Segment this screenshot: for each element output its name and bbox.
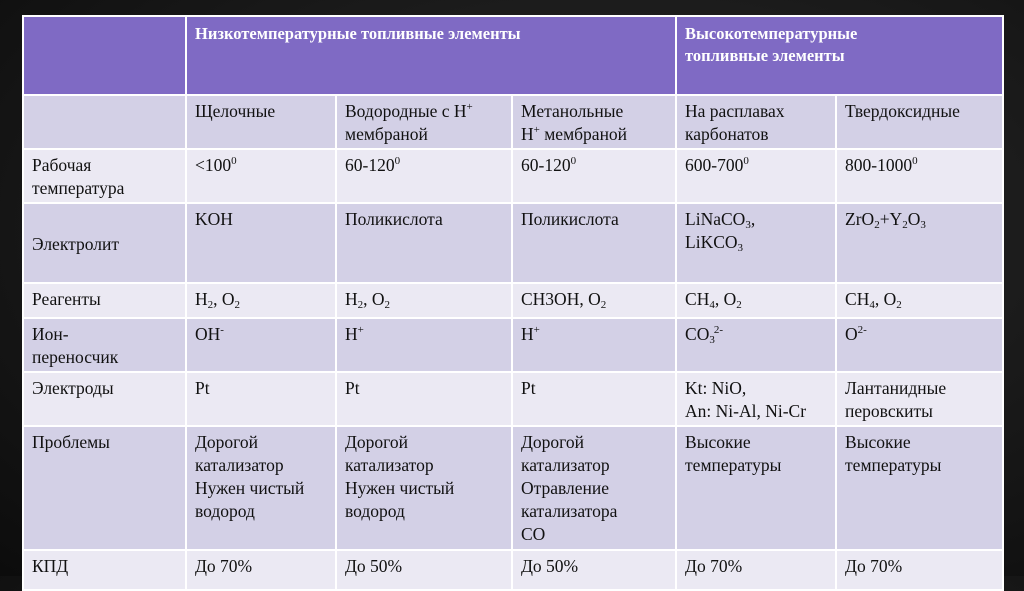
subheader-carbonate: На расплавах карбонатов bbox=[676, 95, 836, 149]
cell-ion-solid-oxide: $O^{2-}$ bbox=[836, 318, 1003, 372]
cell-electrodes-alkaline: Pt bbox=[186, 372, 336, 426]
cell-temperature-methanol: $60-120^0$ bbox=[512, 149, 676, 203]
row-label-problems: Проблемы bbox=[23, 426, 186, 550]
cell-ion-carbonate: $CO_3^{2-}$ bbox=[676, 318, 836, 372]
row-label-efficiency: КПД bbox=[23, 550, 186, 590]
cell-problems-solid-oxide: Высокие температуры bbox=[836, 426, 1003, 550]
cell-electrodes-h-membrane: Pt bbox=[336, 372, 512, 426]
cell-electrolyte-solid-oxide: $ZrO_2+Y_2O_3$ bbox=[836, 203, 1003, 283]
cell-electrolyte-alkaline: KOH bbox=[186, 203, 336, 283]
cell-problems-methanol: Дорогой катализатор Отравление катализатора CO bbox=[512, 426, 676, 550]
cell-reagents-h-membrane: $H_2$, $O_2$ bbox=[336, 283, 512, 318]
cell-problems-alkaline: Дорогой катализатор Нужен чистый водород bbox=[186, 426, 336, 550]
table-row bbox=[23, 318, 1003, 372]
row-label-electrodes: Электроды bbox=[23, 372, 186, 426]
cell-ion-h-membrane: H+ bbox=[336, 318, 512, 372]
header-row bbox=[23, 16, 1003, 95]
subheader-corner-cell bbox=[23, 95, 186, 149]
header-corner-cell bbox=[23, 16, 186, 95]
row-label-reagents: Реагенты bbox=[23, 283, 186, 318]
table-row bbox=[23, 372, 1003, 426]
table-row bbox=[23, 203, 1003, 283]
cell-efficiency-solid-oxide: До 70% bbox=[836, 550, 1003, 590]
table-row bbox=[23, 149, 1003, 203]
row-label-temperature: Рабочая температура bbox=[23, 149, 186, 203]
table-row bbox=[23, 550, 1003, 590]
cell-problems-carbonate: Высокие температуры bbox=[676, 426, 836, 550]
subheader-h-membrane: Водородные с H+ мембраной bbox=[336, 95, 512, 149]
cell-efficiency-h-membrane: До 50% bbox=[336, 550, 512, 590]
subheader-methanol: Метанольные H+ мембраной bbox=[512, 95, 676, 149]
cell-problems-h-membrane: Дорогой катализатор Нужен чистый водород bbox=[336, 426, 512, 550]
table-row bbox=[23, 283, 1003, 318]
cell-reagents-solid-oxide: $CH_4$, $O_2$ bbox=[836, 283, 1003, 318]
cell-electrodes-solid-oxide: Лантанидные перовскиты bbox=[836, 372, 1003, 426]
cell-electrolyte-methanol: Поликислота bbox=[512, 203, 676, 283]
cell-electrolyte-carbonate: LiNaCO$_3$, LiKCO$_3$ bbox=[676, 203, 836, 283]
cell-efficiency-carbonate: До 70% bbox=[676, 550, 836, 590]
fuel-cell-comparison-table bbox=[22, 15, 1004, 591]
table-row bbox=[23, 426, 1003, 550]
cell-efficiency-methanol: До 50% bbox=[512, 550, 676, 590]
cell-reagents-methanol: CH3OH, $O_2$ bbox=[512, 283, 676, 318]
subheader-solid-oxide: Твердоксидные bbox=[836, 95, 1003, 149]
cell-temperature-alkaline: $<100^0$ bbox=[186, 149, 336, 203]
subheader-alkaline: Щелочные bbox=[186, 95, 336, 149]
cell-electrolyte-h-membrane: Поликислота bbox=[336, 203, 512, 283]
cell-ion-alkaline: OH- bbox=[186, 318, 336, 372]
header-high-temp: Высокотемпературные топливные элементы bbox=[676, 16, 1003, 95]
cell-temperature-h-membrane: $60-120^0$ bbox=[336, 149, 512, 203]
row-label-ion-carrier: Ион- переносчик bbox=[23, 318, 186, 372]
cell-electrodes-methanol: Pt bbox=[512, 372, 676, 426]
cell-reagents-carbonate: $CH_4$, $O_2$ bbox=[676, 283, 836, 318]
row-label-electrolyte: Электролит bbox=[23, 203, 186, 283]
cell-reagents-alkaline: $H_2$, $O_2$ bbox=[186, 283, 336, 318]
cell-temperature-carbonate: $600-700^0$ bbox=[676, 149, 836, 203]
cell-temperature-solid-oxide: 800-1000$^0$ bbox=[836, 149, 1003, 203]
cell-efficiency-alkaline: До 70% bbox=[186, 550, 336, 590]
header-low-temp: Низкотемпературные топливные элементы bbox=[186, 16, 676, 95]
cell-electrodes-carbonate: Kt: NiO, An: Ni-Al, Ni-Cr bbox=[676, 372, 836, 426]
cell-ion-methanol: H+ bbox=[512, 318, 676, 372]
subheader-row bbox=[23, 95, 1003, 149]
